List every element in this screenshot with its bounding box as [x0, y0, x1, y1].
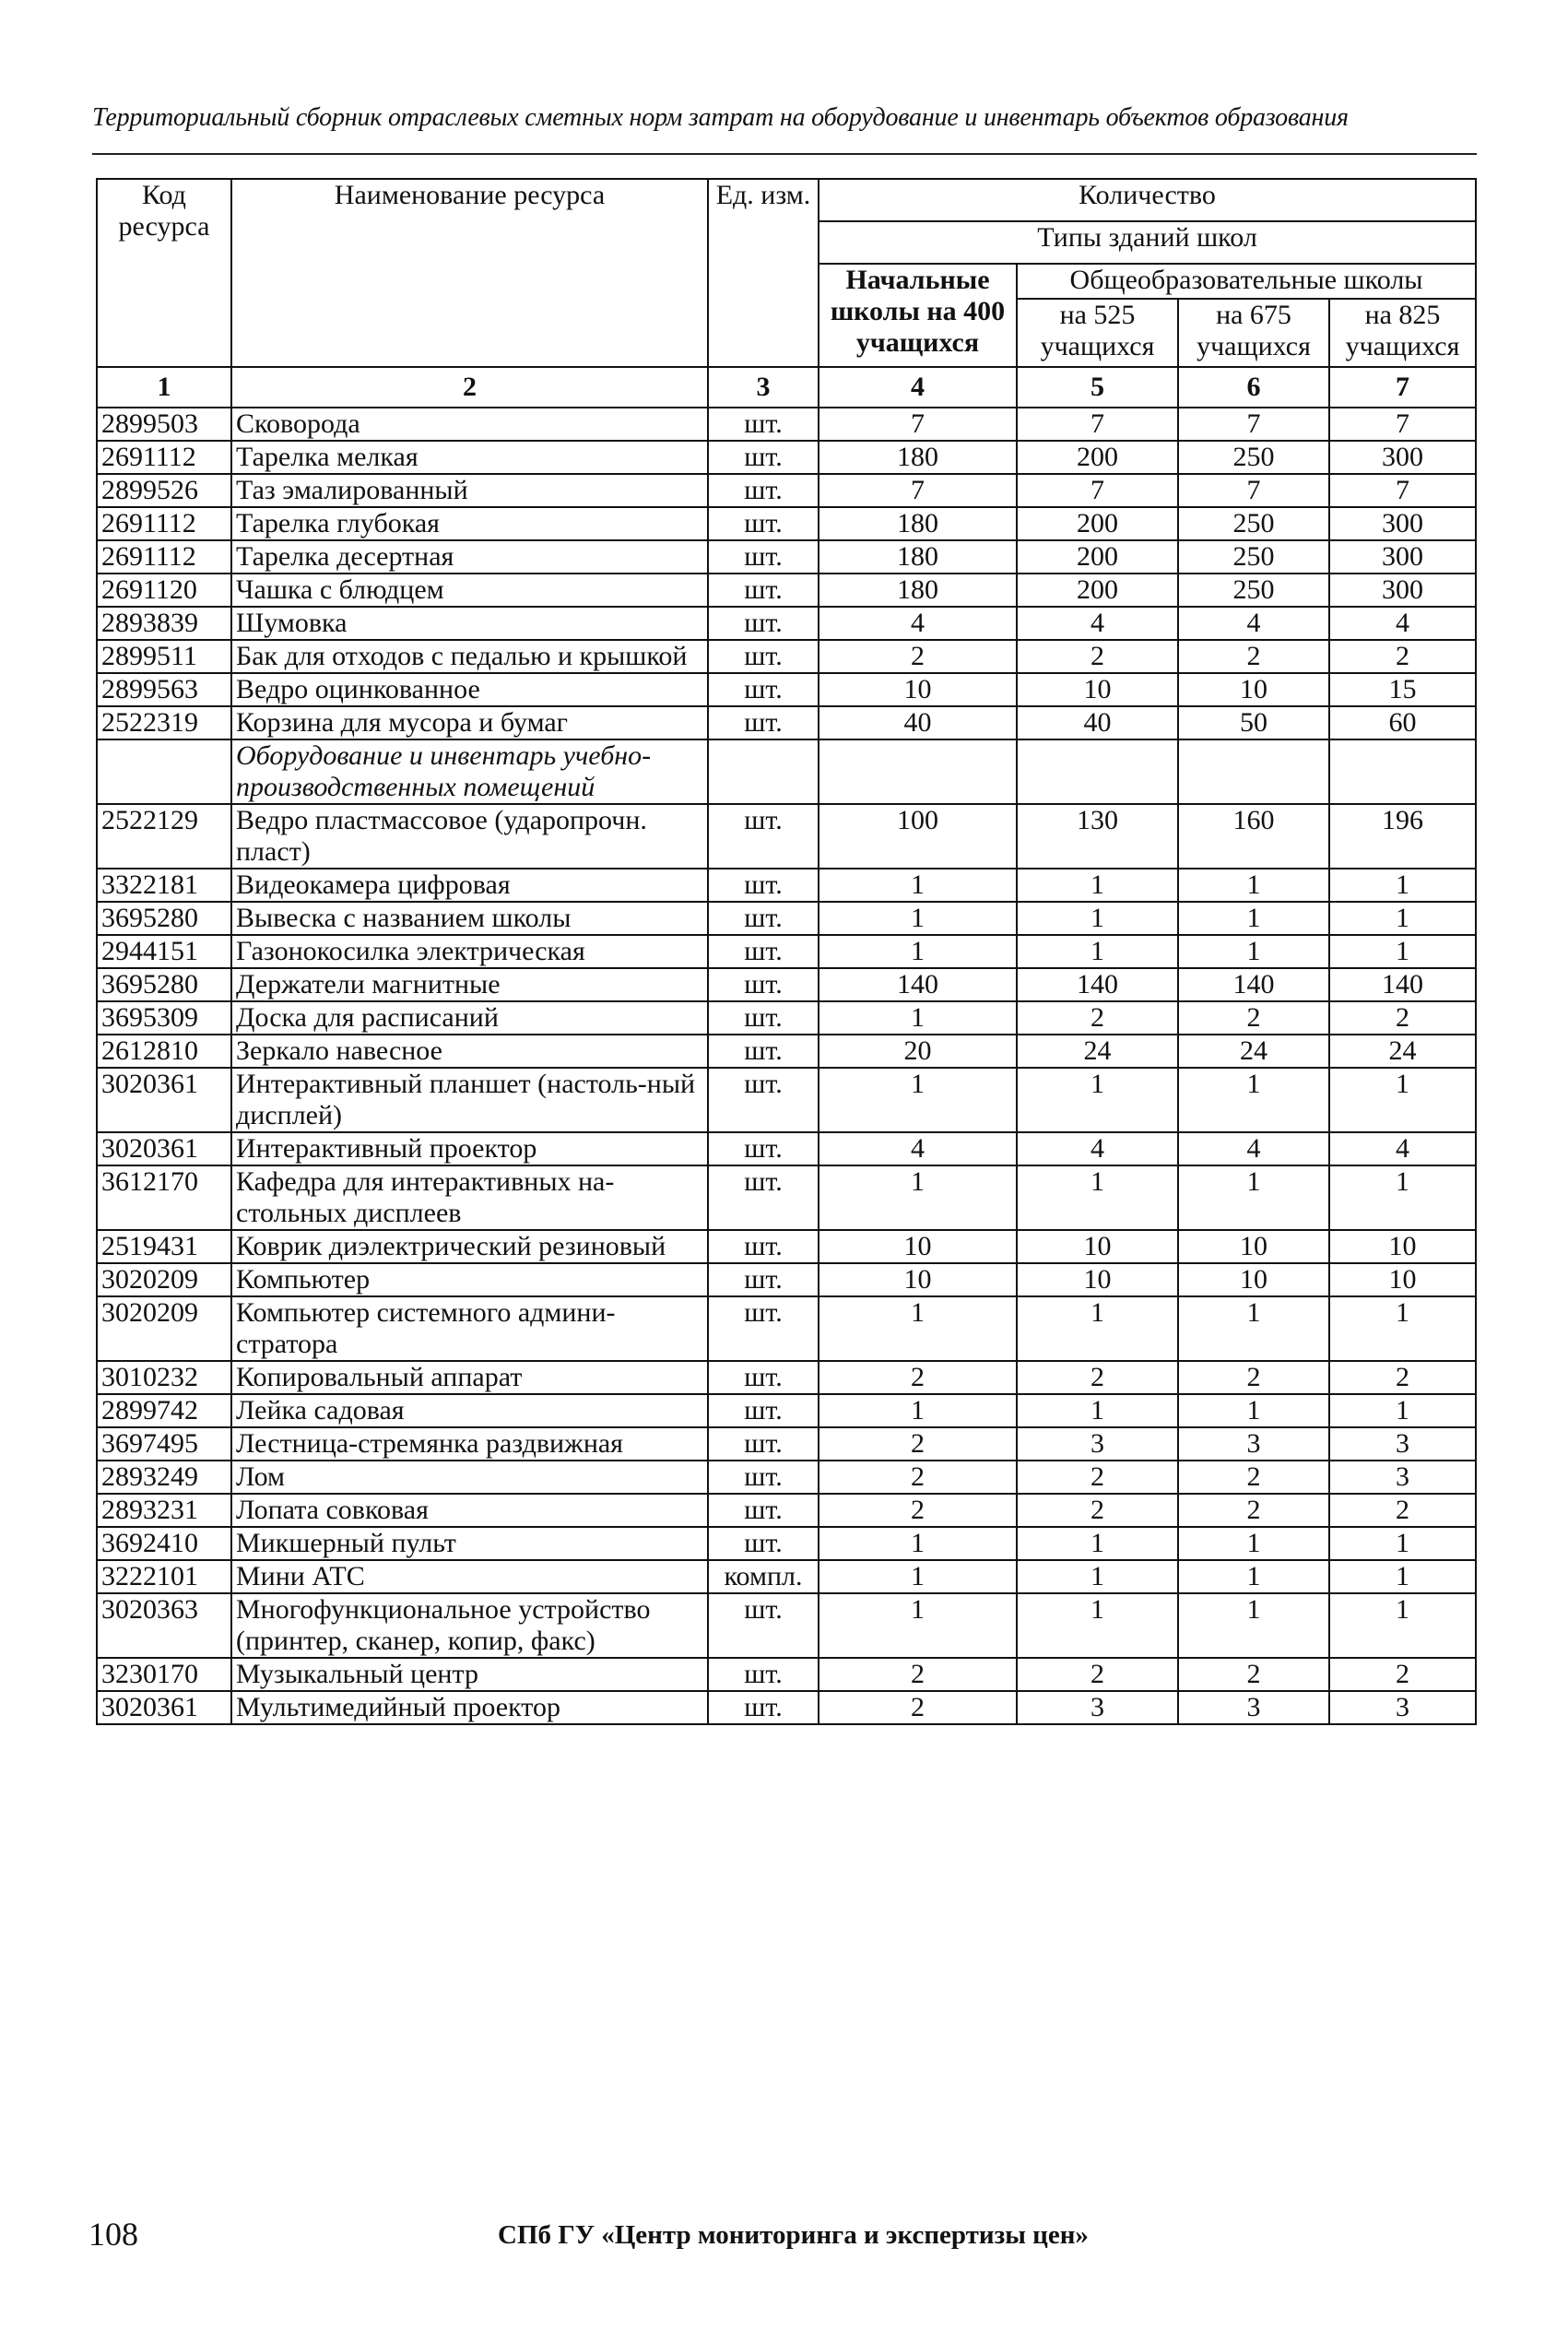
quantity-cell: 100 — [819, 804, 1017, 869]
resource-code: 2691112 — [97, 540, 231, 574]
page-header: Территориальный сборник отраслевых сметных норм затрат на оборудование и инвентарь объектов образования — [92, 103, 1349, 132]
table-row — [97, 1132, 1476, 1165]
quantity-cell: 1 — [1017, 1165, 1178, 1230]
quantity-cell: 10 — [819, 673, 1017, 706]
resource-code: 2899511 — [97, 640, 231, 673]
resource-name: Кафедра для интерактивных на-стольных дисплеев — [231, 1165, 708, 1230]
quantity-cell: 60 — [1329, 706, 1476, 739]
table-row — [97, 902, 1476, 935]
quantity-cell: 50 — [1178, 706, 1329, 739]
table-row — [97, 1263, 1476, 1296]
resource-unit: шт. — [708, 869, 819, 902]
quantity-cell: 4 — [1329, 1132, 1476, 1165]
resource-code: 2893839 — [97, 607, 231, 640]
table-row — [97, 1296, 1476, 1361]
resource-code: 3222101 — [97, 1560, 231, 1593]
resource-name: Мультимедийный проектор — [231, 1691, 708, 1724]
quantity-cell: 10 — [819, 1230, 1017, 1263]
quantity-cell: 1 — [1017, 1593, 1178, 1658]
table-row — [97, 474, 1476, 507]
quantity-cell: 196 — [1329, 804, 1476, 869]
resource-code: 3322181 — [97, 869, 231, 902]
empty-cell — [1017, 739, 1178, 804]
quantity-cell: 2 — [1178, 1001, 1329, 1035]
resource-name: Интерактивный проектор — [231, 1132, 708, 1165]
quantity-cell: 7 — [1329, 474, 1476, 507]
quantity-cell: 1 — [819, 1394, 1017, 1427]
quantity-cell: 1 — [1178, 1296, 1329, 1361]
quantity-cell: 3 — [1329, 1461, 1476, 1494]
quantity-cell: 2 — [1017, 640, 1178, 673]
resource-code: 3695309 — [97, 1001, 231, 1035]
resource-unit: шт. — [708, 607, 819, 640]
resource-unit: шт. — [708, 935, 819, 968]
resource-code: 3230170 — [97, 1658, 231, 1691]
table-row — [97, 540, 1476, 574]
resource-name: Мини АТС — [231, 1560, 708, 1593]
resource-name: Лестница-стремянка раздвижная — [231, 1427, 708, 1461]
quantity-cell: 200 — [1017, 574, 1178, 607]
resource-unit: шт. — [708, 1263, 819, 1296]
resource-name: Коврик диэлектрический резиновый — [231, 1230, 708, 1263]
quantity-cell: 2 — [819, 1461, 1017, 1494]
resource-name: Шумовка — [231, 607, 708, 640]
col-header-general: Общеобразовательные школы — [1017, 264, 1476, 299]
quantity-cell: 1 — [1329, 1165, 1476, 1230]
quantity-cell: 200 — [1017, 540, 1178, 574]
table-row — [97, 1560, 1476, 1593]
resource-code: 3695280 — [97, 902, 231, 935]
empty-cell — [1329, 739, 1476, 804]
resource-code: 3020361 — [97, 1068, 231, 1132]
quantity-cell: 1 — [1178, 1068, 1329, 1132]
quantity-cell: 1 — [1329, 902, 1476, 935]
table-row — [97, 640, 1476, 673]
section-title: Оборудование и инвентарь учебно-производственных помещений — [231, 739, 708, 804]
resource-unit: шт. — [708, 1593, 819, 1658]
table-row — [97, 1361, 1476, 1394]
footer-organization: СПб ГУ «Центр мониторинга и экспертизы цен» — [498, 2220, 1089, 2250]
quantity-cell: 300 — [1329, 574, 1476, 607]
quantity-cell: 160 — [1178, 804, 1329, 869]
resource-unit: шт. — [708, 706, 819, 739]
table-row — [97, 1165, 1476, 1230]
quantity-cell: 24 — [1178, 1035, 1329, 1068]
empty-cell — [708, 739, 819, 804]
resource-name: Ведро оцинкованное — [231, 673, 708, 706]
empty-cell — [1178, 739, 1329, 804]
quantity-cell: 2 — [1017, 1361, 1178, 1394]
col-number: 3 — [708, 367, 819, 408]
quantity-cell: 7 — [819, 474, 1017, 507]
quantity-cell: 2 — [819, 1691, 1017, 1724]
quantity-cell: 1 — [819, 902, 1017, 935]
resource-unit: шт. — [708, 804, 819, 869]
resource-code: 2899563 — [97, 673, 231, 706]
resource-code: 3612170 — [97, 1165, 231, 1230]
quantity-cell: 200 — [1017, 507, 1178, 540]
resource-unit: шт. — [708, 1658, 819, 1691]
table-row — [97, 607, 1476, 640]
quantity-cell: 1 — [819, 1593, 1017, 1658]
quantity-cell: 300 — [1329, 441, 1476, 474]
col-number: 2 — [231, 367, 708, 408]
quantity-cell: 250 — [1178, 540, 1329, 574]
quantity-cell: 7 — [1329, 408, 1476, 441]
table-row — [97, 706, 1476, 739]
resource-unit: шт. — [708, 1035, 819, 1068]
quantity-cell: 1 — [1178, 935, 1329, 968]
quantity-cell: 1 — [819, 1527, 1017, 1560]
resource-code: 3020209 — [97, 1263, 231, 1296]
resource-unit: шт. — [708, 1230, 819, 1263]
quantity-cell: 250 — [1178, 507, 1329, 540]
quantity-cell: 2 — [1329, 1001, 1476, 1035]
resource-name: Лом — [231, 1461, 708, 1494]
resource-name: Таз эмалированный — [231, 474, 708, 507]
quantity-cell: 1 — [1329, 1296, 1476, 1361]
table-row — [97, 408, 1476, 441]
resource-name: Ведро пластмассовое (ударопрочн. пласт) — [231, 804, 708, 869]
resource-name: Тарелка глубокая — [231, 507, 708, 540]
table-row — [97, 1461, 1476, 1494]
resource-name: Газонокосилка электрическая — [231, 935, 708, 968]
resource-code: 3692410 — [97, 1527, 231, 1560]
quantity-cell: 7 — [1017, 474, 1178, 507]
resource-name: Интерактивный планшет (настоль-ный дисплей) — [231, 1068, 708, 1132]
resource-name: Лейка садовая — [231, 1394, 708, 1427]
quantity-cell: 300 — [1329, 507, 1476, 540]
table-row — [97, 1035, 1476, 1068]
resource-table — [96, 178, 1477, 1725]
table-row — [97, 1494, 1476, 1527]
quantity-cell: 1 — [1178, 1165, 1329, 1230]
column-number-row — [97, 367, 1476, 408]
quantity-cell: 200 — [1017, 441, 1178, 474]
resource-code: 3020361 — [97, 1132, 231, 1165]
quantity-cell: 3 — [1329, 1427, 1476, 1461]
quantity-cell: 1 — [1017, 1394, 1178, 1427]
quantity-cell: 2 — [1178, 1361, 1329, 1394]
resource-code: 2691112 — [97, 507, 231, 540]
quantity-cell: 3 — [1178, 1427, 1329, 1461]
resource-name: Копировальный аппарат — [231, 1361, 708, 1394]
resource-unit: шт. — [708, 1165, 819, 1230]
resource-code: 2522319 — [97, 706, 231, 739]
quantity-cell: 2 — [1017, 1658, 1178, 1691]
quantity-cell: 2 — [1329, 1494, 1476, 1527]
quantity-cell: 140 — [819, 968, 1017, 1001]
resource-unit: шт. — [708, 441, 819, 474]
resource-unit: шт. — [708, 1527, 819, 1560]
col-number: 5 — [1017, 367, 1178, 408]
table-row — [97, 1394, 1476, 1427]
quantity-cell: 130 — [1017, 804, 1178, 869]
resource-unit: шт. — [708, 574, 819, 607]
resource-name: Чашка с блюдцем — [231, 574, 708, 607]
quantity-cell: 2 — [1017, 1001, 1178, 1035]
quantity-cell: 3 — [1017, 1691, 1178, 1724]
quantity-cell: 1 — [819, 1001, 1017, 1035]
quantity-cell: 10 — [1178, 1230, 1329, 1263]
resource-name: Доска для расписаний — [231, 1001, 708, 1035]
quantity-cell: 1 — [819, 1165, 1017, 1230]
resource-name: Сковорода — [231, 408, 708, 441]
table-row — [97, 1658, 1476, 1691]
col-header-unit: Ед. изм. — [708, 179, 819, 367]
col-number: 6 — [1178, 367, 1329, 408]
table-row — [97, 574, 1476, 607]
quantity-cell: 4 — [1178, 1132, 1329, 1165]
table-row — [97, 1068, 1476, 1132]
resource-code: 2519431 — [97, 1230, 231, 1263]
col-header-525: на 525 учащихся — [1017, 299, 1178, 367]
quantity-cell: 4 — [819, 1132, 1017, 1165]
resource-unit: компл. — [708, 1560, 819, 1593]
quantity-cell: 250 — [1178, 441, 1329, 474]
resource-unit: шт. — [708, 540, 819, 574]
quantity-cell: 2 — [819, 1427, 1017, 1461]
resource-code: 3020361 — [97, 1691, 231, 1724]
resource-name: Компьютер — [231, 1263, 708, 1296]
quantity-cell: 1 — [1017, 1527, 1178, 1560]
quantity-cell: 2 — [1178, 1461, 1329, 1494]
col-header-name: Наименование ресурса — [231, 179, 708, 367]
quantity-cell: 10 — [1178, 1263, 1329, 1296]
quantity-cell: 2 — [1017, 1494, 1178, 1527]
resource-name: Лопата совковая — [231, 1494, 708, 1527]
resource-unit: шт. — [708, 1361, 819, 1394]
resource-name: Корзина для мусора и бумаг — [231, 706, 708, 739]
quantity-cell: 15 — [1329, 673, 1476, 706]
quantity-cell: 3 — [1329, 1691, 1476, 1724]
quantity-cell: 1 — [1178, 1593, 1329, 1658]
table-row — [97, 673, 1476, 706]
resource-unit: шт. — [708, 507, 819, 540]
resource-unit: шт. — [708, 1132, 819, 1165]
col-header-building-types: Типы зданий школ — [819, 221, 1476, 264]
table-row — [97, 1527, 1476, 1560]
resource-code: 2944151 — [97, 935, 231, 968]
col-header-primary — [819, 264, 1017, 367]
quantity-cell: 10 — [1329, 1230, 1476, 1263]
quantity-cell: 1 — [1329, 935, 1476, 968]
quantity-cell: 2 — [1178, 640, 1329, 673]
resource-unit: шт. — [708, 1068, 819, 1132]
quantity-cell: 24 — [1017, 1035, 1178, 1068]
resource-name: Микшерный пульт — [231, 1527, 708, 1560]
quantity-cell: 1 — [1178, 902, 1329, 935]
quantity-cell: 1 — [1178, 1527, 1329, 1560]
quantity-cell: 1 — [1329, 869, 1476, 902]
quantity-cell: 140 — [1017, 968, 1178, 1001]
resource-name: Вывеска с названием школы — [231, 902, 708, 935]
header-rule — [92, 153, 1477, 155]
resource-code: 2899526 — [97, 474, 231, 507]
quantity-cell: 1 — [1178, 869, 1329, 902]
quantity-cell: 1 — [1178, 1560, 1329, 1593]
table-row — [97, 1427, 1476, 1461]
quantity-cell: 1 — [819, 1296, 1017, 1361]
quantity-cell: 7 — [1178, 408, 1329, 441]
resource-code: 3020209 — [97, 1296, 231, 1361]
table-row — [97, 935, 1476, 968]
resource-code: 3697495 — [97, 1427, 231, 1461]
col-number: 1 — [97, 367, 231, 408]
quantity-cell: 1 — [819, 1560, 1017, 1593]
col-number: 4 — [819, 367, 1017, 408]
quantity-cell: 3 — [1178, 1691, 1329, 1724]
resource-unit: шт. — [708, 1691, 819, 1724]
quantity-cell: 7 — [819, 408, 1017, 441]
resource-code: 2899742 — [97, 1394, 231, 1427]
quantity-cell: 1 — [819, 935, 1017, 968]
quantity-cell: 180 — [819, 441, 1017, 474]
resource-name: Музыкальный центр — [231, 1658, 708, 1691]
resource-code: 2522129 — [97, 804, 231, 869]
quantity-cell: 2 — [1178, 1658, 1329, 1691]
quantity-cell: 2 — [819, 1361, 1017, 1394]
quantity-cell: 1 — [819, 869, 1017, 902]
resource-name: Многофункциональное устройство (принтер, сканер, копир, факс) — [231, 1593, 708, 1658]
resource-unit: шт. — [708, 1427, 819, 1461]
quantity-cell: 140 — [1329, 968, 1476, 1001]
col-header-code: Код ресурса — [97, 179, 231, 367]
quantity-cell: 40 — [1017, 706, 1178, 739]
col-number: 7 — [1329, 367, 1476, 408]
resource-code: 2893249 — [97, 1461, 231, 1494]
quantity-cell: 10 — [819, 1263, 1017, 1296]
quantity-cell: 1 — [1017, 1068, 1178, 1132]
resource-code: 2612810 — [97, 1035, 231, 1068]
quantity-cell: 10 — [1017, 1263, 1178, 1296]
resource-code: 2691112 — [97, 441, 231, 474]
table-row — [97, 507, 1476, 540]
quantity-cell: 2 — [1329, 1361, 1476, 1394]
quantity-cell: 250 — [1178, 574, 1329, 607]
resource-unit: шт. — [708, 640, 819, 673]
col-header-675: на 675 учащихся — [1178, 299, 1329, 367]
resource-code: 3010232 — [97, 1361, 231, 1394]
resource-code: 3020363 — [97, 1593, 231, 1658]
quantity-cell: 7 — [1178, 474, 1329, 507]
quantity-cell: 10 — [1329, 1263, 1476, 1296]
table-row — [97, 869, 1476, 902]
quantity-cell: 2 — [819, 1494, 1017, 1527]
quantity-cell: 1 — [1329, 1560, 1476, 1593]
page-number: 108 — [88, 2216, 138, 2253]
col-header-quantity: Количество — [819, 179, 1476, 221]
quantity-cell: 4 — [1178, 607, 1329, 640]
resource-name: Бак для отходов с педалью и крышкой — [231, 640, 708, 673]
resource-unit: шт. — [708, 1494, 819, 1527]
resource-name: Держатели магнитные — [231, 968, 708, 1001]
quantity-cell: 180 — [819, 540, 1017, 574]
resource-code: 2893231 — [97, 1494, 231, 1527]
quantity-cell: 4 — [819, 607, 1017, 640]
table-row — [97, 804, 1476, 869]
resource-unit: шт. — [708, 408, 819, 441]
quantity-cell: 2 — [819, 640, 1017, 673]
col-header-primary-label: Начальные школы на 400 учащихся — [830, 265, 1006, 358]
resource-unit: шт. — [708, 673, 819, 706]
quantity-cell: 3 — [1017, 1427, 1178, 1461]
resource-code: 2691120 — [97, 574, 231, 607]
quantity-cell: 10 — [1017, 1230, 1178, 1263]
quantity-cell: 2 — [819, 1658, 1017, 1691]
quantity-cell: 4 — [1329, 607, 1476, 640]
quantity-cell: 4 — [1017, 1132, 1178, 1165]
table-row — [97, 1691, 1476, 1724]
resource-unit: шт. — [708, 1461, 819, 1494]
quantity-cell: 10 — [1017, 673, 1178, 706]
quantity-cell: 2 — [1178, 1494, 1329, 1527]
resource-unit: шт. — [708, 902, 819, 935]
col-header-825: на 825 учащихся — [1329, 299, 1476, 367]
quantity-cell: 4 — [1017, 607, 1178, 640]
quantity-cell: 2 — [1017, 1461, 1178, 1494]
resource-unit: шт. — [708, 1001, 819, 1035]
quantity-cell: 10 — [1178, 673, 1329, 706]
quantity-cell: 1 — [1017, 1560, 1178, 1593]
quantity-cell: 2 — [1329, 1658, 1476, 1691]
resource-name: Видеокамера цифровая — [231, 869, 708, 902]
resource-unit: шт. — [708, 1296, 819, 1361]
quantity-cell: 140 — [1178, 968, 1329, 1001]
empty-cell — [97, 739, 231, 804]
quantity-cell: 40 — [819, 706, 1017, 739]
quantity-cell: 1 — [1017, 1296, 1178, 1361]
quantity-cell: 24 — [1329, 1035, 1476, 1068]
quantity-cell: 180 — [819, 574, 1017, 607]
quantity-cell: 1 — [1017, 902, 1178, 935]
table-row — [97, 441, 1476, 474]
resource-name: Тарелка десертная — [231, 540, 708, 574]
quantity-cell: 1 — [1017, 869, 1178, 902]
table-row — [97, 1230, 1476, 1263]
quantity-cell: 1 — [1329, 1593, 1476, 1658]
quantity-cell: 1 — [1017, 935, 1178, 968]
quantity-cell: 20 — [819, 1035, 1017, 1068]
quantity-cell: 2 — [1329, 640, 1476, 673]
quantity-cell: 1 — [1329, 1068, 1476, 1132]
section-row — [97, 739, 1476, 804]
resource-unit: шт. — [708, 474, 819, 507]
quantity-cell: 7 — [1017, 408, 1178, 441]
table-row — [97, 1001, 1476, 1035]
table-row — [97, 1593, 1476, 1658]
resource-unit: шт. — [708, 1394, 819, 1427]
resource-unit: шт. — [708, 968, 819, 1001]
empty-cell — [819, 739, 1017, 804]
resource-name: Тарелка мелкая — [231, 441, 708, 474]
resource-name: Компьютер системного админи-стратора — [231, 1296, 708, 1361]
quantity-cell: 1 — [1329, 1394, 1476, 1427]
table-row — [97, 968, 1476, 1001]
quantity-cell: 1 — [1178, 1394, 1329, 1427]
resource-name: Зеркало навесное — [231, 1035, 708, 1068]
quantity-cell: 1 — [819, 1068, 1017, 1132]
quantity-cell: 180 — [819, 507, 1017, 540]
quantity-cell: 300 — [1329, 540, 1476, 574]
resource-code: 3695280 — [97, 968, 231, 1001]
resource-code: 2899503 — [97, 408, 231, 441]
quantity-cell: 1 — [1329, 1527, 1476, 1560]
